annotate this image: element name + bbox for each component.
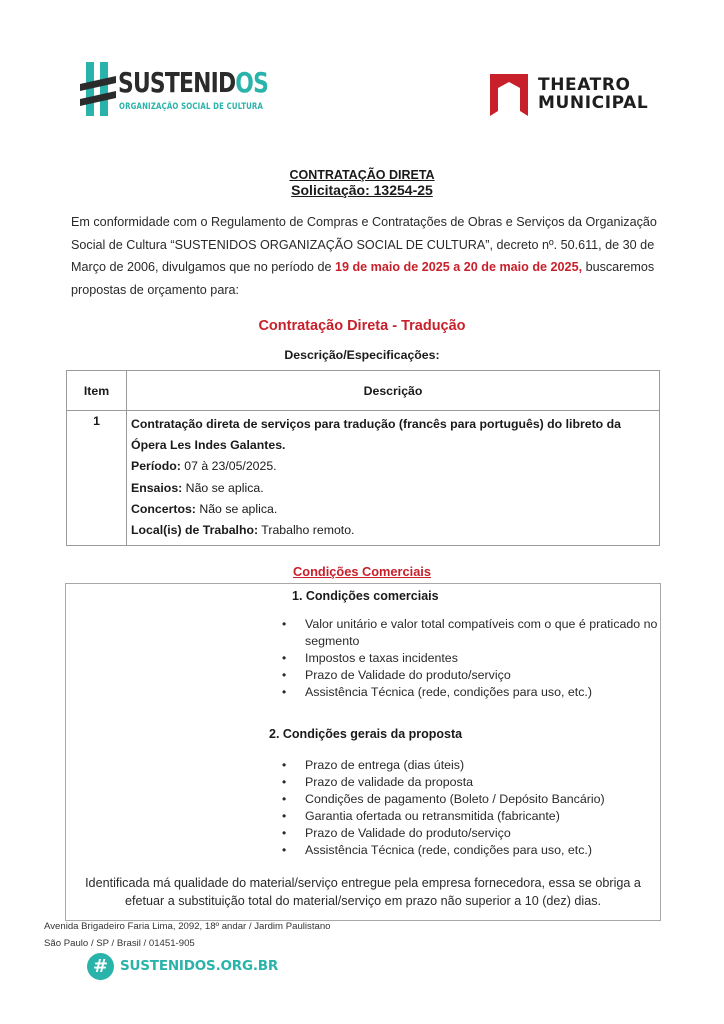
closing-paragraph: Identificada má qualidade do material/serviço entregue pela empresa fornecedora, essa se obriga a efetuar a substituição total do material/serviço em prazo não superior a 10 (dez) dias. (85, 876, 641, 908)
theatro-municipal-logo (490, 74, 660, 118)
sustenidos-subtitle: ORGANIZAÇÃO SOCIAL DE CULTURA (119, 102, 264, 112)
hash-logo-icon (80, 62, 116, 116)
conditions-heading-1: 1. Condições comerciais (292, 589, 439, 603)
sustenidos-logo (80, 62, 269, 118)
description-main: Contratação direta de serviços para tradução (francês para português) do libreto da Ópera Les Indes Galantes. (131, 417, 621, 453)
conditions-title: Condições Comerciais (293, 564, 431, 579)
list-item: • Prazo de Validade do produto/serviço (282, 667, 662, 684)
section-title: Contratação Direta - Tradução (258, 318, 466, 334)
spec-table (66, 370, 660, 546)
intro-text-end: buscaremos propostas de orçamento para: (71, 260, 655, 297)
conditions-box (65, 583, 661, 921)
field-value: Trabalho remoto. (258, 523, 355, 538)
column-header-description: Descrição (127, 371, 660, 411)
footer-website-logo[interactable] (87, 953, 287, 981)
item-number: 1 (67, 411, 127, 546)
field-value: Não se aplica. (195, 501, 278, 516)
field-work-location (131, 520, 655, 541)
field-value: 07 à 23/05/2025. (180, 459, 277, 474)
logo-line-1: THEATRO (538, 75, 631, 95)
table-header-row (67, 371, 660, 411)
request-number: Solicitação: 13254-25 (291, 182, 433, 198)
list-item: • Assistência Técnica (rede, condições para uso, etc.) (282, 684, 662, 701)
list-item: • Valor unitário e valor total compatíveis com o que é praticado no segmento (282, 616, 662, 650)
theatre-arch-icon (490, 74, 528, 116)
document-title: CONTRATAÇÃO DIRETA (289, 168, 435, 182)
logo-line-2: MUNICIPAL (538, 93, 649, 113)
list-item: • Assistência Técnica (rede, condições para uso, etc.) (282, 842, 652, 859)
intro-text: Em conformidade com o Regulamento de Compras e Contratações de Obras e Serviços da Organização Social de Cultura “SUSTENIDOS ORGANIZAÇÃO SOCIAL DE CULTURA”, decreto nº. 50.611, de 30 de Março de 2006, divulgamos que no período de (71, 215, 657, 274)
field-label: Ensaios: (131, 480, 183, 495)
conditions-heading-2: 2. Condições gerais da proposta (269, 727, 463, 741)
list-item: • Prazo de Validade do produto/serviço (282, 825, 652, 842)
table-row (67, 411, 660, 546)
address-line-2: São Paulo / SP / Brasil / 01451-905 (44, 937, 195, 949)
field-label: Concertos: (131, 501, 196, 516)
field-value: Não se aplica. (182, 480, 264, 495)
item-description (127, 411, 660, 546)
column-header-item: Item (67, 371, 127, 411)
field-label: Período: (131, 459, 181, 474)
address-line-1: Avenida Brigadeiro Faria Lima, 2092, 18º andar / Jardim Paulistano (44, 921, 331, 932)
theatro-municipal-wordmark (538, 76, 648, 112)
list-item: • Impostos e taxas incidentes (282, 650, 662, 667)
period-highlight: 19 de maio de 2025 a 20 de maio de 2025, (334, 260, 583, 274)
footer-address (44, 919, 331, 952)
field-period (131, 456, 655, 477)
website-link[interactable]: SUSTENIDOS.ORG.BR (120, 958, 279, 974)
list-item: • Condições de pagamento (Boleto / Depósito Bancário) (282, 791, 652, 808)
list-item: • Prazo de entrega (dias úteis) (282, 757, 652, 774)
general-conditions-list (282, 757, 652, 859)
field-concerts (131, 499, 655, 520)
commercial-conditions-list (282, 616, 662, 701)
list-item: • Prazo de validade da proposta (282, 774, 652, 791)
hash-circle-icon: # (87, 953, 114, 980)
sustenidos-wordmark: SUSTENIDOS (118, 66, 269, 99)
field-label: Local(is) de Trabalho: (131, 523, 259, 538)
field-rehearsals (131, 478, 655, 499)
intro-paragraph (71, 211, 661, 301)
list-item: • Garantia ofertada ou retransmitida (fabricante) (282, 808, 652, 825)
spec-label: Descrição/Especificações: (284, 348, 440, 362)
